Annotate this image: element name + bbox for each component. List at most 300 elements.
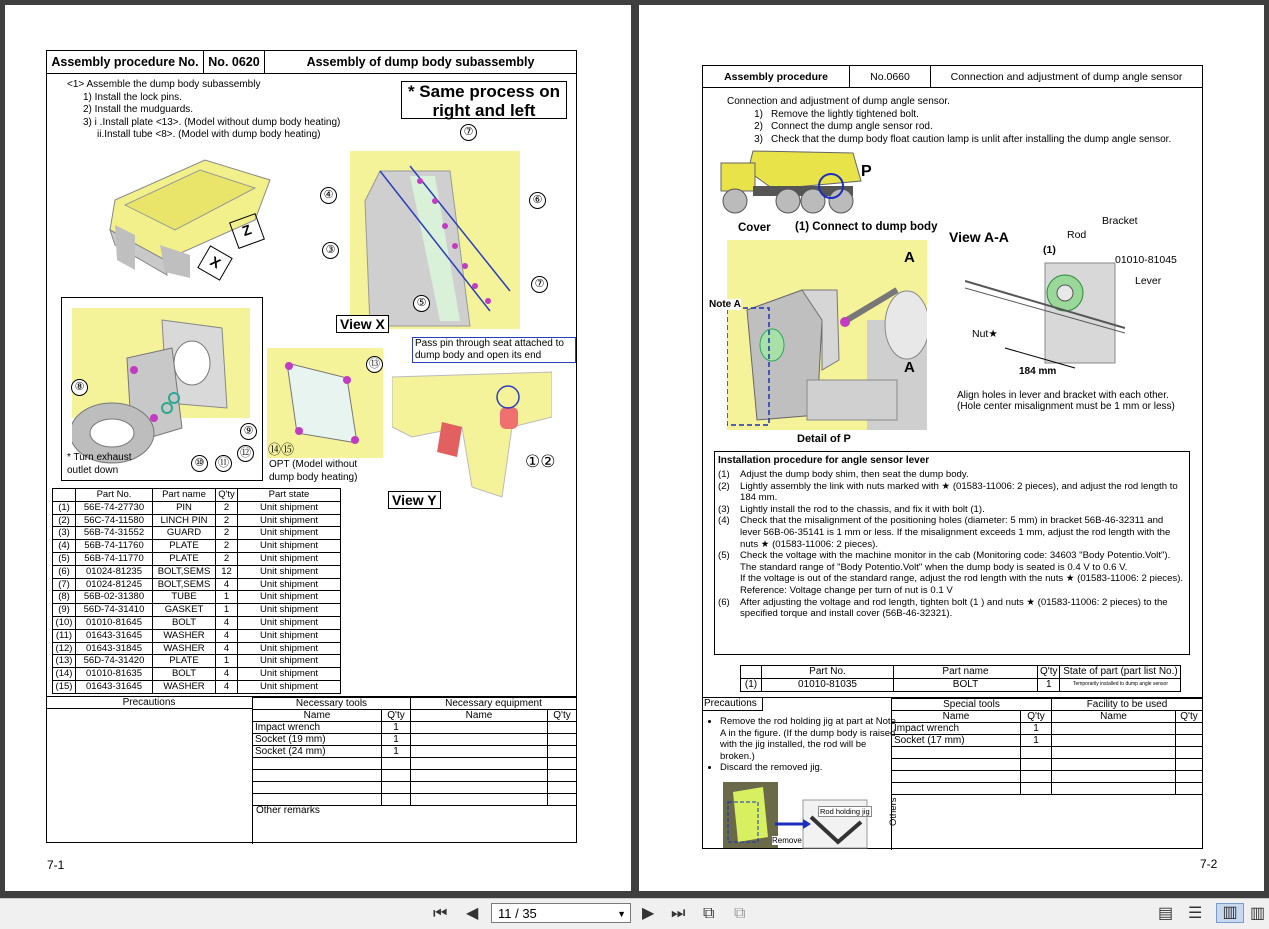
- right-tools-cell: [1052, 723, 1176, 735]
- right-tools-cell: [1021, 759, 1052, 771]
- left-parts-cell: (1): [53, 501, 76, 514]
- right-tools-name-h: Name: [892, 711, 1021, 723]
- left-parts-cell: 1: [216, 655, 238, 668]
- left-tools-cell: 1: [382, 734, 411, 746]
- right-step-num: 2): [754, 121, 763, 132]
- left-tools-cell: [411, 794, 548, 806]
- install-step-num: [718, 573, 740, 585]
- left-parts-cell: WASHER: [153, 629, 216, 642]
- right-parts-cell: Temporarily installed to dump angle sensor: [1060, 678, 1181, 691]
- page-select-value: 11 / 35: [498, 906, 537, 921]
- view-y-illustration: [392, 367, 552, 499]
- left-parts-cell: (9): [53, 604, 76, 617]
- left-parts-cell: 01643-31845: [76, 642, 153, 655]
- next-page-icon[interactable]: ▶: [642, 905, 655, 922]
- right-step-num: 1): [754, 108, 763, 120]
- right-header-col2: No.0660: [850, 66, 931, 88]
- left-parts-row: [53, 527, 341, 540]
- left-step-2: 2) Install the mudguards.: [83, 104, 194, 115]
- left-tools-row: [253, 746, 577, 758]
- install-step-num: [718, 562, 740, 574]
- right-precautions-label: Precautions: [702, 698, 763, 711]
- callout-7a: ⑦: [460, 124, 477, 141]
- left-parts-cell: Unit shipment: [238, 680, 341, 693]
- left-parts-row: [53, 668, 341, 681]
- left-header-col2: No. 0620: [204, 51, 265, 74]
- label-connect: (1) Connect to dump body: [795, 221, 938, 233]
- right-intro: [727, 96, 1197, 146]
- right-parts-h1: Part No.: [762, 666, 894, 679]
- left-parts-cell: Unit shipment: [238, 527, 341, 540]
- left-parts-cell: 56C-74-11580: [76, 514, 153, 527]
- left-tools-cell: [253, 770, 382, 782]
- right-step-text: Remove the lightly tightened bolt.: [771, 108, 919, 120]
- left-tools-cell: [253, 758, 382, 770]
- left-tools-cell: [382, 770, 411, 782]
- right-tools-row: [892, 759, 1203, 771]
- label-part-no: 01010-81045: [1115, 254, 1177, 266]
- left-tools-qty-h: Q'ty: [382, 710, 411, 722]
- callout-7b: ⑦: [531, 276, 548, 293]
- right-tools-row: [892, 783, 1203, 795]
- label-1: (1): [1043, 244, 1056, 256]
- right-parts-h0: [741, 666, 762, 679]
- left-parts-cell: WASHER: [153, 642, 216, 655]
- install-step: [718, 504, 1186, 516]
- left-parts-cell: BOLT,SEMS: [153, 565, 216, 578]
- left-parts-cell: 1: [216, 591, 238, 604]
- left-parts-cell: PLATE: [153, 540, 216, 553]
- left-parts-h1: Part No.: [76, 489, 153, 502]
- left-parts-cell: 2: [216, 514, 238, 527]
- left-parts-cell: GASKET: [153, 604, 216, 617]
- precaution-item: • Discard the removed jig.: [720, 762, 900, 774]
- turn-exhaust-note: * Turn exhaust outlet down: [67, 452, 132, 476]
- right-tools-cell: [1176, 759, 1203, 771]
- right-precautions-list: [704, 716, 900, 774]
- label-a-top: A: [904, 249, 915, 266]
- right-header-col3: Connection and adjustment of dump angle sensor: [931, 66, 1203, 88]
- left-parts-cell: BOLT: [153, 668, 216, 681]
- left-parts-cell: PLATE: [153, 552, 216, 565]
- left-equipment-label: Necessary equipment: [411, 698, 577, 710]
- left-tools-cell: 1: [382, 722, 411, 734]
- left-parts-cell: Unit shipment: [238, 591, 341, 604]
- right-tools-cell: [1176, 783, 1203, 795]
- first-page-icon[interactable]: ⏮: [433, 905, 448, 922]
- left-parts-cell: 1: [216, 604, 238, 617]
- callout-11: ⑪: [215, 455, 232, 472]
- remove-label: Remove: [772, 836, 802, 845]
- left-tools-row: [253, 782, 577, 794]
- left-parts-cell: (8): [53, 591, 76, 604]
- left-tools-table: [252, 697, 577, 806]
- left-parts-table: [52, 488, 341, 694]
- left-page: [5, 5, 631, 891]
- left-parts-row: [53, 578, 341, 591]
- right-tools-cell: 1: [1021, 723, 1052, 735]
- left-step-1: 1) Install the lock pins.: [83, 91, 182, 103]
- pass-pin-note: Pass pin through seat attached to dump body and open its end: [412, 337, 576, 363]
- left-parts-header: [53, 489, 341, 502]
- same-process-note: * Same process on right and left: [401, 81, 567, 119]
- left-tools-cell: [548, 758, 577, 770]
- left-parts-row: [53, 642, 341, 655]
- left-tools-cell: [382, 794, 411, 806]
- left-parts-cell: 4: [216, 629, 238, 642]
- right-tools-cell: [1052, 771, 1176, 783]
- right-tools-cell: [1021, 771, 1052, 783]
- left-parts-cell: Unit shipment: [238, 578, 341, 591]
- right-tools-cell: Impact wrench: [892, 723, 1021, 735]
- right-intro-text: Connection and adjustment of dump angle sensor.: [727, 96, 950, 107]
- left-tools-cell: Impact wrench: [253, 722, 382, 734]
- label-p: P: [861, 163, 872, 180]
- left-tools-cell: [548, 782, 577, 794]
- left-parts-cell: PLATE: [153, 655, 216, 668]
- left-tools-row: [253, 794, 577, 806]
- page-select[interactable]: [491, 903, 631, 923]
- left-parts-cell: (14): [53, 668, 76, 681]
- left-parts-cell: (4): [53, 540, 76, 553]
- right-tools-cell: [1176, 771, 1203, 783]
- right-step: [727, 121, 1197, 134]
- left-parts-cell: (15): [53, 680, 76, 693]
- label-nut: Nut★: [972, 328, 998, 340]
- right-tools-cell: [1052, 747, 1176, 759]
- right-tools-cell: Socket (17 mm): [892, 735, 1021, 747]
- right-step-num: 3): [754, 133, 763, 145]
- left-parts-cell: 2: [216, 501, 238, 514]
- right-tools-cell: [1052, 783, 1176, 795]
- label-cover: Cover: [738, 222, 771, 234]
- left-parts-cell: Unit shipment: [238, 668, 341, 681]
- left-eq-name-h: Name: [411, 710, 548, 722]
- callout-1-2: ①②: [525, 452, 556, 471]
- left-tools-cell: [411, 770, 548, 782]
- rod-jig-label: Rod holding jig: [820, 807, 870, 816]
- prev-page-icon[interactable]: ◀: [466, 905, 479, 922]
- left-tools-cell: Socket (24 mm): [253, 746, 382, 758]
- callout-8: ⑧: [71, 379, 88, 396]
- exhaust-illustration: [72, 308, 252, 473]
- right-parts-header: [741, 666, 1181, 679]
- label-bracket: Bracket: [1102, 215, 1138, 227]
- right-tools-cell: [1021, 783, 1052, 795]
- callout-14-15: ⑭⑮: [268, 442, 295, 457]
- right-fac-name-h: Name: [1052, 711, 1176, 723]
- callout-3: ③: [322, 242, 339, 259]
- left-parts-row: [53, 629, 341, 642]
- right-parts-h4: State of part (part list No.): [1060, 666, 1181, 679]
- install-step: [718, 585, 1186, 597]
- left-tools-cell: [253, 794, 382, 806]
- left-parts-cell: 2: [216, 540, 238, 553]
- view-aa-illustration: [965, 253, 1125, 373]
- left-precautions-label: Precautions: [46, 697, 252, 709]
- left-tools-cell: [411, 782, 548, 794]
- axis-x-label: X: [197, 245, 233, 281]
- left-tools-cell: [382, 782, 411, 794]
- left-parts-cell: Unit shipment: [238, 540, 341, 553]
- facing-icon[interactable]: ▥: [1216, 903, 1244, 923]
- left-parts-h0: [53, 489, 76, 502]
- left-parts-cell: TUBE: [153, 591, 216, 604]
- left-eq-qty-h: Q'ty: [548, 710, 577, 722]
- left-tools-cell: [411, 746, 548, 758]
- right-parts-cell: 01010-81035: [762, 678, 894, 691]
- label-184mm: 184 mm: [1019, 366, 1057, 377]
- right-tools-row: [892, 735, 1203, 747]
- left-parts-cell: Unit shipment: [238, 501, 341, 514]
- left-parts-row: [53, 680, 341, 693]
- right-parts-h2: Part name: [894, 666, 1038, 679]
- install-step-num: (3): [718, 503, 730, 515]
- view-x-illustration: [350, 151, 520, 329]
- facility-label: Facility to be used: [1052, 699, 1203, 711]
- right-parts-table: [740, 665, 1181, 692]
- callout-6: ⑥: [529, 192, 546, 209]
- align-note-2: (Hole center misalignment must be 1 mm or less): [957, 401, 1175, 412]
- right-tools-cell: [1052, 759, 1176, 771]
- callout-5: ⑤: [413, 295, 430, 312]
- left-bottom-section: [46, 696, 577, 844]
- install-step: [718, 562, 1186, 574]
- left-parts-cell: 2: [216, 552, 238, 565]
- left-parts-row: [53, 591, 341, 604]
- left-parts-cell: 56D-74-31420: [76, 655, 153, 668]
- left-parts-h4: Part state: [238, 489, 341, 502]
- right-tools-cell: [892, 783, 1021, 795]
- left-tools-row: [253, 722, 577, 734]
- left-parts-cell: LINCH PIN: [153, 514, 216, 527]
- install-step-num: (5): [718, 550, 730, 562]
- left-parts-row: [53, 514, 341, 527]
- left-parts-cell: Unit shipment: [238, 655, 341, 668]
- callout-4: ④: [320, 187, 337, 204]
- left-parts-row: [53, 604, 341, 617]
- left-tools-cell: [411, 758, 548, 770]
- left-tools-name-h: Name: [253, 710, 382, 722]
- left-parts-cell: PIN: [153, 501, 216, 514]
- facing-continuous-icon[interactable]: ▥: [1250, 905, 1266, 922]
- left-parts-row: [53, 565, 341, 578]
- detail-p-illustration: [727, 240, 927, 432]
- right-tools-cell: [892, 747, 1021, 759]
- left-parts-cell: BOLT: [153, 616, 216, 629]
- truck-illustration: [713, 141, 863, 217]
- left-tools-cell: [548, 722, 577, 734]
- left-parts-cell: (7): [53, 578, 76, 591]
- left-tools-cell: 1: [382, 746, 411, 758]
- left-page-number: 7-1: [47, 858, 65, 872]
- right-tools-table: [891, 698, 1203, 795]
- right-step-text: Connect the dump angle sensor rod.: [771, 121, 933, 132]
- left-parts-cell: Unit shipment: [238, 552, 341, 565]
- right-step: [727, 109, 1197, 122]
- left-parts-cell: 01010-81635: [76, 668, 153, 681]
- left-parts-cell: Unit shipment: [238, 565, 341, 578]
- right-tools-qty-h: Q'ty: [1021, 711, 1052, 723]
- install-step-num: (4): [718, 515, 730, 527]
- left-parts-cell: 01643-31645: [76, 629, 153, 642]
- right-parts-cell: (1): [741, 678, 762, 691]
- install-step-text: Lightly assembly the link with nuts marked with ★ (01583-11006: 2 pieces), and adjust the rod length to 184 mm.: [740, 480, 1178, 504]
- left-tools-cell: [548, 734, 577, 746]
- right-fac-qty-h: Q'ty: [1176, 711, 1203, 723]
- install-step-text: Check that the misalignment of the positioning holes (diameter: 5 mm) in bracket 56B-46-32311 and lever 56B-06-35141 is 1 mm or less. If the misalignment exceeds 1 mm, adjust the rod length with the nuts ★ (01583-11006: 2 pieces).: [740, 515, 1171, 550]
- left-parts-row: [53, 540, 341, 553]
- left-parts-cell: Unit shipment: [238, 514, 341, 527]
- callout-12: ⑫: [237, 445, 254, 462]
- left-step-4: ii.Install tube <8>. (Model with dump body heating): [97, 129, 321, 140]
- left-parts-cell: 2: [216, 527, 238, 540]
- left-tools-cell: [548, 794, 577, 806]
- left-parts-cell: 56E-74-27730: [76, 501, 153, 514]
- left-parts-cell: 12: [216, 565, 238, 578]
- left-steps: [67, 79, 340, 142]
- left-parts-cell: Unit shipment: [238, 616, 341, 629]
- left-parts-cell: 4: [216, 578, 238, 591]
- view-x-label: View X: [336, 315, 389, 333]
- align-note-1: Align holes in lever and bracket with each other.: [957, 390, 1169, 401]
- left-parts-cell: GUARD: [153, 527, 216, 540]
- left-step-3: 3) i .Install plate <13>. (Model without dump body heating): [83, 116, 341, 128]
- label-detail-p: Detail of P: [797, 433, 851, 445]
- install-step: [718, 515, 1186, 550]
- install-step: [718, 469, 1186, 481]
- left-parts-row: [53, 655, 341, 668]
- others-label: Others: [888, 797, 899, 826]
- left-parts-cell: 4: [216, 642, 238, 655]
- install-step-num: [718, 585, 740, 597]
- right-tools-cell: [892, 771, 1021, 783]
- callout-9: ⑨: [240, 423, 257, 440]
- callout-13: ⑬: [366, 356, 383, 373]
- view-aa-label: View A-A: [949, 229, 1009, 245]
- right-step-text: Check that the dump body float caution lamp is unlit after installing the dump angle sensor.: [771, 133, 1172, 145]
- left-parts-row: [53, 552, 341, 565]
- install-step-text: The standard range of "Body Potentio.Volt" when the dump body is seated is 0.4 V to 0.6 V.: [740, 561, 1128, 573]
- viewer-toolbar: [0, 898, 1269, 929]
- left-tools-row: [253, 758, 577, 770]
- install-step: [718, 550, 1186, 562]
- right-parts-cell: BOLT: [894, 678, 1038, 691]
- right-parts-h3: Q'ty: [1038, 666, 1060, 679]
- rotate-back-icon[interactable]: ⧉: [734, 905, 746, 922]
- last-page-icon[interactable]: ⏭: [671, 905, 686, 922]
- axis-z-label: Z: [229, 213, 265, 249]
- right-tools-row: [892, 747, 1203, 759]
- install-step-text: Reference: Voltage change per turn of nut is 0.1 V: [740, 584, 953, 596]
- left-tools-row: [253, 770, 577, 782]
- left-parts-cell: BOLT,SEMS: [153, 578, 216, 591]
- left-tools-row: [253, 734, 577, 746]
- right-parts-cell: 1: [1038, 678, 1060, 691]
- continuous-icon[interactable]: ☰: [1188, 905, 1203, 922]
- left-parts-cell: (5): [53, 552, 76, 565]
- callout-10: ⑩: [191, 455, 208, 472]
- chevron-down-icon: ▼: [617, 909, 626, 919]
- left-parts-cell: Unit shipment: [238, 629, 341, 642]
- right-header: [702, 65, 1203, 88]
- precaution-item: • Remove the rod holding jig at part at Note A in the figure. (If the dump body is raised with the jig installed, the rod will be broken.): [720, 716, 900, 762]
- install-step: [718, 573, 1186, 585]
- left-parts-cell: (11): [53, 629, 76, 642]
- label-lever: Lever: [1135, 275, 1162, 287]
- right-parts-row: [741, 678, 1181, 691]
- left-parts-cell: 56B-74-11770: [76, 552, 153, 565]
- install-step-text: Check the voltage with the machine monitor in the cab (Monitoring code: 34603 "Body Potentio.Volt").: [740, 550, 1171, 562]
- left-parts-cell: WASHER: [153, 680, 216, 693]
- left-tools-cell: [253, 782, 382, 794]
- left-header-col1: Assembly procedure No.: [47, 51, 204, 74]
- left-tools-cell: [411, 734, 548, 746]
- right-tools-cell: [1176, 735, 1203, 747]
- other-remarks-label: Other remarks: [256, 805, 320, 816]
- left-parts-cell: 01024-81245: [76, 578, 153, 591]
- left-parts-cell: 4: [216, 668, 238, 681]
- right-page-number: 7-2: [1200, 857, 1218, 871]
- right-tools-cell: 1: [1021, 735, 1052, 747]
- left-parts-cell: (10): [53, 616, 76, 629]
- install-step: [718, 597, 1186, 620]
- label-note-a: Note A: [709, 299, 741, 310]
- install-step-text: After adjusting the voltage and rod length, tighten bolt (1 ) and nuts ★ (01583-11006: 2 pieces) to the specified torque and install cover (56B-46-32321).: [740, 596, 1168, 620]
- left-parts-cell: Unit shipment: [238, 604, 341, 617]
- left-parts-cell: (13): [53, 655, 76, 668]
- install-step-text: Lightly install the rod to the chassis, and fix it with bolt (1).: [740, 503, 985, 515]
- left-tools-label: Necessary tools: [253, 698, 411, 710]
- left-parts-h2: Part name: [153, 489, 216, 502]
- install-step-num: (1): [718, 469, 730, 480]
- left-parts-row: [53, 616, 341, 629]
- left-step-0: <1> Assemble the dump body subassembly: [67, 79, 261, 90]
- right-tools-cell: [1021, 747, 1052, 759]
- view-y-label: View Y: [388, 491, 441, 509]
- left-header-col3: Assembly of dump body subassembly: [265, 51, 577, 74]
- single-page-icon[interactable]: ▤: [1158, 905, 1174, 922]
- left-tools-cell: [548, 770, 577, 782]
- left-parts-cell: (12): [53, 642, 76, 655]
- left-tools-cell: [382, 758, 411, 770]
- right-page: [639, 5, 1264, 891]
- rotate-icon[interactable]: ⧉: [703, 905, 715, 922]
- opt-note: OPT (Model without dump body heating): [269, 459, 358, 483]
- left-parts-cell: 4: [216, 616, 238, 629]
- label-rod: Rod: [1067, 229, 1087, 241]
- install-step-text: If the voltage is out of the standard range, adjust the rod length with the nuts ★ (01583-11006: 2 pieces).: [740, 573, 1184, 585]
- left-header: [46, 50, 577, 74]
- left-parts-row: [53, 501, 341, 514]
- label-a-bottom: A: [904, 359, 915, 376]
- left-parts-cell: 56B-74-31552: [76, 527, 153, 540]
- install-procedure-box: [714, 451, 1190, 655]
- right-tools-row: [892, 771, 1203, 783]
- right-tools-cell: [892, 759, 1021, 771]
- install-step: [718, 481, 1186, 504]
- left-parts-cell: 01643-31645: [76, 680, 153, 693]
- left-tools-cell: [411, 722, 548, 734]
- left-parts-cell: (6): [53, 565, 76, 578]
- install-step-num: (6): [718, 596, 730, 608]
- right-tools-cell: [1176, 747, 1203, 759]
- left-parts-cell: 56D-74-31410: [76, 604, 153, 617]
- right-tools-cell: [1176, 723, 1203, 735]
- install-step-num: (2): [718, 480, 730, 492]
- left-parts-h3: Q'ty: [216, 489, 238, 502]
- left-parts-cell: (2): [53, 514, 76, 527]
